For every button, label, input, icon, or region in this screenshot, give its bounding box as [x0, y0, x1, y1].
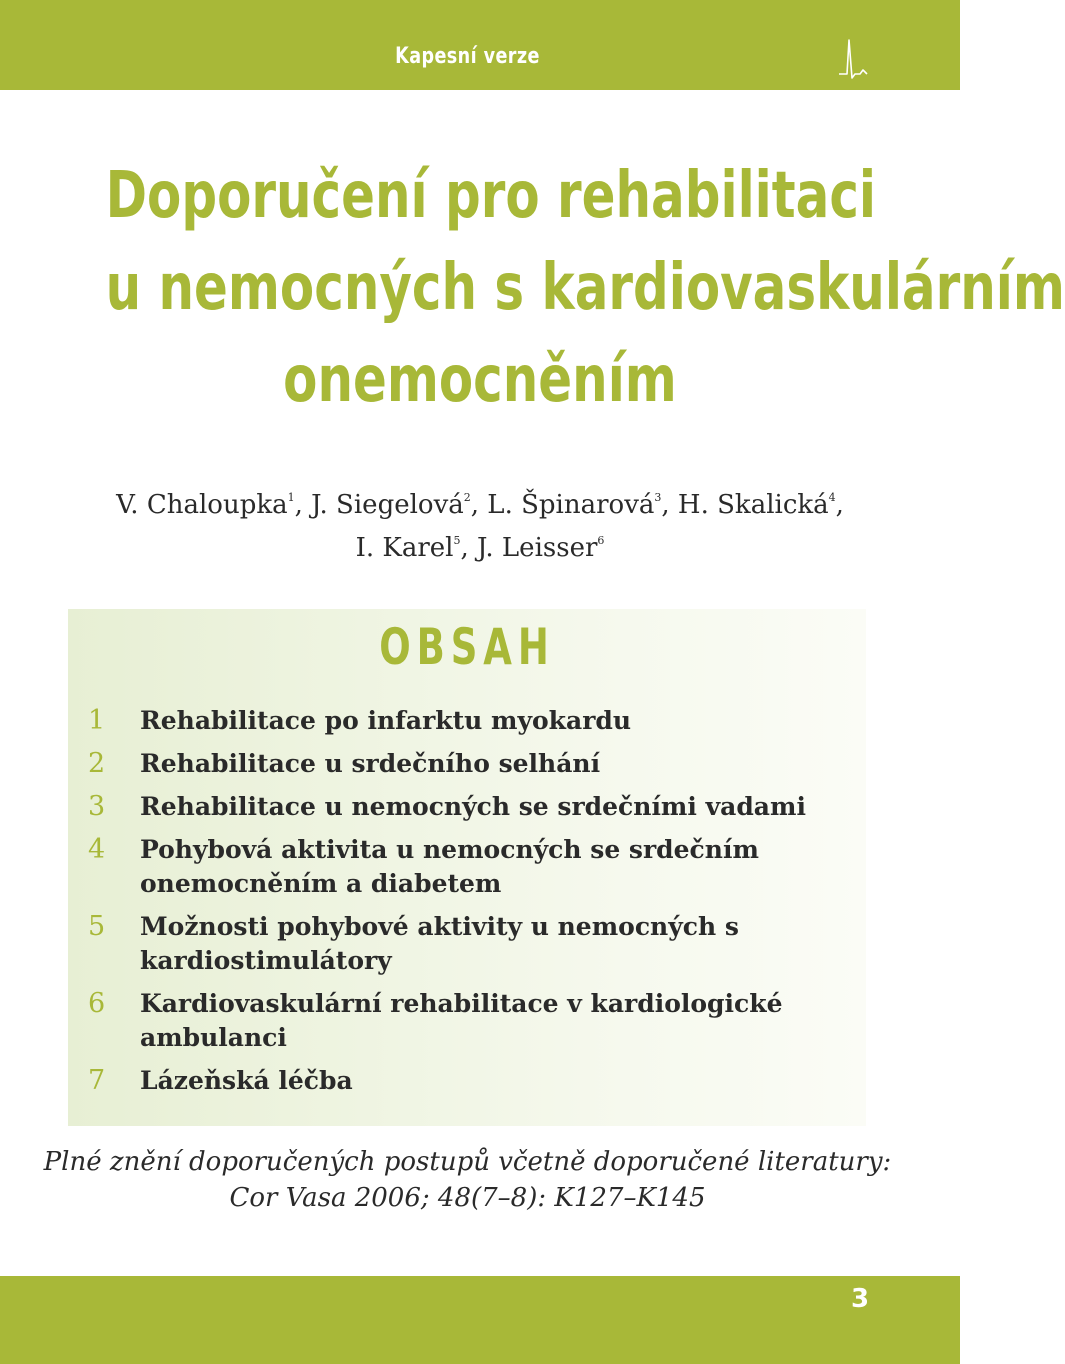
author-name: J. Siegelová	[311, 490, 464, 520]
contents-item-number: 2	[88, 748, 106, 779]
contents-item-number: 7	[88, 1065, 106, 1096]
contents-item-text: Kardiovaskulární rehabilitace v kardiologické ambulanci	[140, 989, 783, 1052]
author-separator: ,	[294, 490, 312, 520]
author-separator: ,	[661, 490, 678, 520]
contents-item-number: 4	[88, 834, 106, 865]
title-line-1: Doporučení pro rehabilitaci	[105, 159, 877, 233]
author-name: H. Skalická	[677, 490, 829, 520]
contents-item	[88, 987, 848, 1055]
author-name: I. Karel	[355, 533, 454, 563]
author-affiliation: 2	[463, 491, 471, 504]
contents-item-text: Pohybová aktivita u nemocných se srdečním onemocněním a diabetem	[140, 835, 759, 898]
author-separator: ,	[470, 490, 488, 520]
contents-item	[88, 790, 848, 824]
contents-item	[88, 1064, 848, 1098]
contents-item-text: Lázeňská léčba	[140, 1066, 353, 1095]
author-affiliation: 4	[828, 491, 836, 504]
author-name: L. Špinarová	[487, 490, 655, 520]
title-line-3: onemocněním	[283, 343, 677, 417]
reference-note	[0, 1144, 935, 1216]
contents-item	[88, 747, 848, 781]
author-name: V. Chaloupka	[116, 490, 288, 520]
author-separator: ,	[835, 490, 844, 520]
header-label: Kapesní verze	[395, 44, 540, 69]
contents-item	[88, 833, 848, 901]
author-affiliation: 5	[453, 534, 461, 547]
authors-line-1	[0, 480, 960, 523]
contents-item	[88, 704, 848, 738]
contents-list	[88, 704, 848, 1107]
author-affiliation: 6	[597, 534, 605, 547]
author-affiliation: 3	[654, 491, 662, 504]
contents-item-number: 6	[88, 988, 106, 1019]
contents-item-text: Rehabilitace u srdečního selhání	[140, 749, 601, 778]
title-line-2: u nemocných s kardiovaskulárním	[105, 251, 1065, 325]
contents-item-text: Rehabilitace u nemocných se srdečními vadami	[140, 792, 806, 821]
contents-title: OBSAH	[379, 618, 555, 676]
contents-item-text: Rehabilitace po infarktu myokardu	[140, 706, 632, 735]
author-affiliation: 1	[287, 491, 295, 504]
page-title	[0, 150, 1065, 426]
reference-note-line-2: Cor Vasa 2006; 48(7–8): K127–K145	[229, 1183, 706, 1213]
footer-bar	[0, 1276, 960, 1364]
contents-item	[88, 910, 848, 978]
contents-item-number: 1	[88, 705, 106, 736]
authors-line-2	[0, 523, 960, 566]
author-separator: ,	[460, 533, 477, 563]
author-list	[0, 480, 960, 566]
reference-note-line-1: Plné znění doporučených postupů včetně doporučené literatury:	[43, 1147, 892, 1177]
contents-item-text: Možnosti pohybové aktivity u nemocných s kardiostimulátory	[140, 912, 739, 975]
ecg-icon	[838, 38, 870, 82]
contents-item-number: 3	[88, 791, 106, 822]
page-number: 3	[850, 1284, 870, 1314]
contents-item-number: 5	[88, 911, 106, 942]
author-name: J. Leisser	[476, 533, 598, 563]
